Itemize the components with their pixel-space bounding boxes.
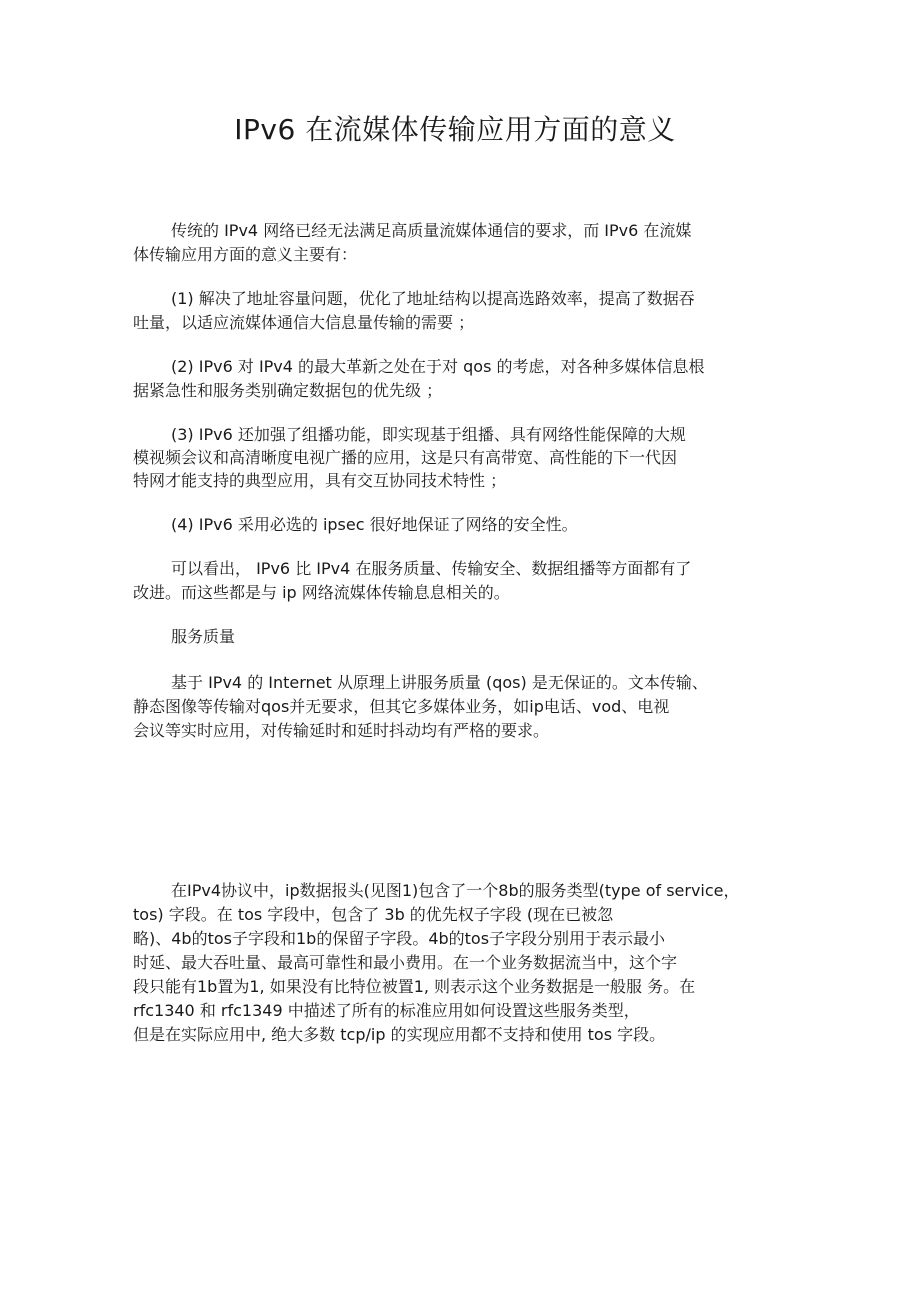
- paragraph-line: 在IPv4协议中，ip数据报头(见图1)包含了一个8b的服务类型(type of service，: [171, 881, 740, 900]
- paragraph-line: 模视频会议和高清晰度电视广播的应用，这是只有高带宽、高性能的下一代因: [133, 448, 678, 467]
- paragraph-line: 时延、最大吞吐量、最高可靠性和最小费用。在一个业务数据流当中，这个字: [133, 953, 678, 972]
- paragraph-line: (3) IPv6 还加强了组播功能，即实现基于组播、具有网络性能保障的大规: [171, 425, 686, 444]
- paragraph-line: 特网才能支持的典型应用，具有交互协同技术特性 ；: [133, 471, 507, 490]
- paragraph-line: 但是在实际应用中, 绝大多数 tcp/ip 的实现应用都不支持和使用 tos 字段。: [133, 1025, 666, 1044]
- paragraph-line: 吐量，以适应流媒体通信大信息量传输的需要 ；: [133, 313, 475, 332]
- document-title: IPv6 在流媒体传输应用方面的意义: [234, 113, 676, 146]
- paragraph-line: 据紧急性和服务类别确定数据包的优先级 ；: [133, 381, 443, 400]
- paragraph-line: rfc1340 和 rfc1349 中描述了所有的标准应用如何设置这些服务类型，: [133, 1001, 640, 1020]
- paragraph-line: 传统的 IPv4 网络已经无法满足高质量流媒体通信的要求，而 IPv6 在流媒: [171, 221, 692, 240]
- paragraph-line: 可以看出， IPv6 比 IPv4 在服务质量、传输安全、数据组播等方面都有了: [171, 559, 692, 578]
- paragraph-line: (4) IPv6 采用必选的 ipsec 很好地保证了网络的安全性。: [171, 515, 578, 534]
- paragraph-line: 静态图像等传输对qos并无要求，但其它多媒体业务，如ip电话、vod、电视: [133, 697, 670, 716]
- paragraph-line: (1) 解决了地址容量问题，优化了地址结构以提高选路效率，提高了数据吞: [171, 289, 695, 308]
- paragraph-line: 段只能有1b置为1, 如果没有比特位被置1, 则表示这个业务数据是一般服 务。在: [133, 977, 696, 996]
- paragraph-line: 体传输应用方面的意义主要有：: [133, 245, 358, 264]
- paragraph-line: 略)、4b的tos子字段和1b的保留子字段。4b的tos子字段分别用于表示最小: [133, 929, 666, 948]
- paragraph-line: 改进。而这些都是与 ip 网络流媒体传输息息相关的。: [133, 583, 510, 602]
- paragraph-line: tos) 字段。在 tos 字段中，包含了 3b 的优先权子字段 (现在已被忽: [133, 905, 614, 924]
- paragraph-line: 会议等实时应用，对传输延时和延时抖动均有严格的要求。: [133, 721, 550, 740]
- paragraph-line: (2) IPv6 对 IPv4 的最大革新之处在于对 qos 的考虑，对各种多媒体信息根: [171, 357, 705, 376]
- section-heading: 服务质量: [171, 627, 236, 646]
- paragraph-line: 基于 IPv4 的 Internet 从原理上讲服务质量 (qos) 是无保证的。文本传输、: [171, 673, 708, 692]
